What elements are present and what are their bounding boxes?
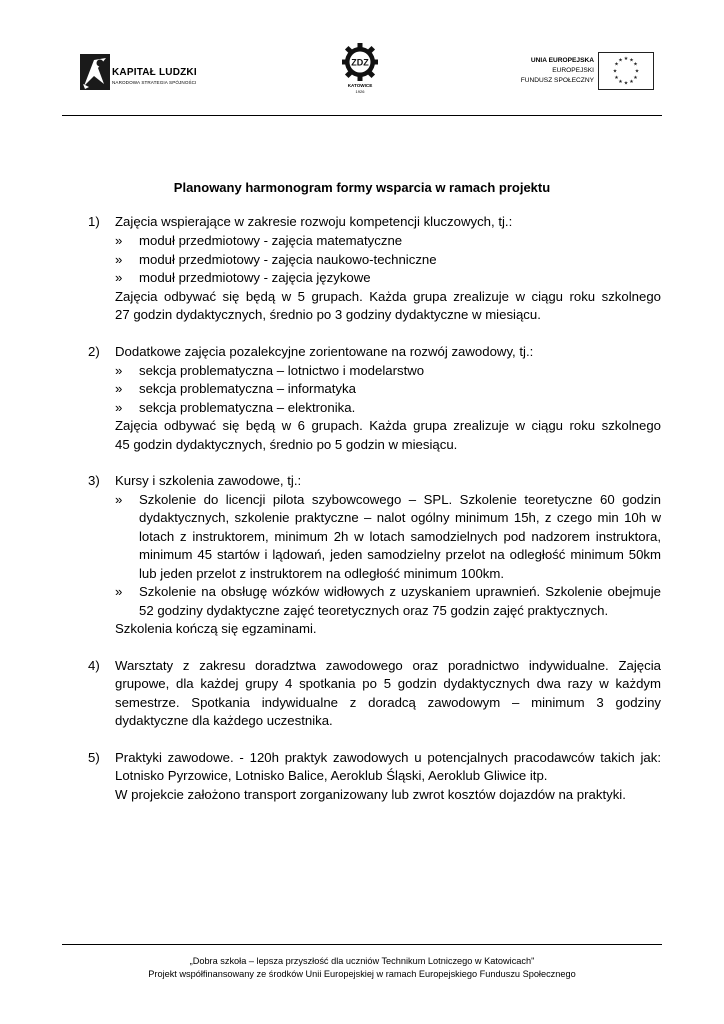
bullet-glyph: » (115, 252, 123, 267)
section-1-lead: Zajęcia wspierające w zakresie rozwoju kompetencji kluczowych, tj.: (115, 214, 513, 229)
section-1-bullet: moduł przedmiotowy - zajęcia naukowo-techniczne (139, 252, 437, 267)
section-3-bullet1-line: dydaktycznych, szkolenie praktyczne – nalot ogólny minimum 15h, z czego min 10h w (139, 510, 661, 525)
header-divider (62, 115, 662, 116)
eu-flag-icon (598, 52, 654, 90)
bullet-glyph: » (115, 270, 123, 285)
bullet-glyph: » (115, 233, 123, 248)
svg-text:★: ★ (629, 57, 634, 64)
kapital-ludzki-subtitle: NARODOWA STRATEGIA SPÓJNOŚCI (112, 80, 197, 85)
bullet-glyph: » (115, 400, 123, 415)
footer-divider (62, 944, 662, 945)
section-1-number: 1) (88, 214, 100, 229)
bullet-glyph: » (115, 584, 123, 599)
bullet-glyph: » (115, 492, 123, 507)
page-header (0, 0, 724, 118)
eu-line2: EUROPEJSKI (552, 67, 594, 74)
zdz-year-label: 1926 (355, 89, 365, 94)
section-2-paragraph-line: 45 godzin dydaktycznych, średnio po 5 godzin w miesiącu. (115, 437, 458, 452)
section-4-line: semestrze. Spotkania indywidualne z doradcą zawodowym – minimum 3 godziny (115, 695, 661, 710)
section-2-lead: Dodatkowe zajęcia pozalekcyjne zorientowane na rozwój zawodowy, tj.: (115, 344, 534, 359)
eu-line3: FUNDUSZ SPOŁECZNY (520, 77, 594, 84)
svg-text:★: ★ (612, 68, 618, 75)
section-4-line: Warsztaty z zakresu doradztwa zawodowego oraz poradnictwo indywidualne. Zajęcia (115, 658, 661, 673)
svg-text:★: ★ (614, 61, 619, 68)
section-4-number: 4) (88, 658, 100, 673)
gear-emblem-icon (342, 42, 378, 82)
svg-text:★: ★ (618, 57, 623, 64)
footer-funding-note: Projekt współfinansowany ze środków Unii Europejskiej w ramach Europejskiego Funduszu Społecznego (148, 969, 576, 979)
section-2-number: 2) (88, 344, 100, 359)
bullet-glyph: » (115, 363, 123, 378)
section-3-bullet1-line: lotach z instruktorem, minimum 2h w lotach samodzielnych pod nadzorem instruktora, (139, 529, 661, 544)
section-4-line: dydaktyczne dla każdego uczestnika. (115, 713, 333, 728)
section-3-number: 3) (88, 473, 100, 488)
section-1-paragraph-line: 27 godzin dydaktycznych, średnio po 3 godziny dydaktyczne w miesiącu. (115, 307, 541, 322)
section-5-number: 5) (88, 750, 100, 765)
kapital-ludzki-title: KAPITAŁ LUDZKI (112, 67, 197, 78)
svg-text:★: ★ (629, 79, 634, 85)
section-2-paragraph-line: Zajęcia odbywać się będą w 6 grupach. Każda grupa zrealizuje w ciągu roku szkolnego (115, 418, 661, 433)
svg-text:★: ★ (618, 79, 623, 85)
kapital-ludzki-emblem-icon (80, 54, 110, 90)
section-4-line: grupowe, dla każdej grupy 4 spotkania po 5 godzin dydaktycznych dwa razy w każdym (115, 676, 661, 691)
section-2-bullet: sekcja problematyczna – elektronika. (139, 400, 356, 415)
section-3-closing: Szkolenia kończą się egzaminami. (115, 621, 317, 636)
section-2-bullet: sekcja problematyczna – lotnictwo i modelarstwo (139, 363, 425, 378)
section-3-bullet2-line: Szkolenie na obsługę wózków widłowych z uzyskaniem uprawnień. Szkolenie obejmuje (139, 584, 661, 599)
svg-text:★: ★ (633, 75, 638, 81)
section-1-paragraph-line: Zajęcia odbywać się będą w 5 grupach. Każda grupa zrealizuje w ciągu roku szkolnego (115, 289, 661, 304)
section-1-bullet: moduł przedmiotowy - zajęcia językowe (139, 270, 371, 285)
svg-text:★: ★ (623, 56, 629, 62)
eu-title: UNIA EUROPEJSKA (530, 57, 594, 64)
section-3-bullet1-line: Szkolenie do licencji pilota szybowcowego – SPL. Szkolenie teoretyczne 60 godzin (139, 492, 661, 507)
section-5-line: Lotnisko Pyrzowice, Lotnisko Balice, Aeroklub Śląski, Aeroklub Gliwice itp. (115, 768, 548, 783)
section-3-bullet1-line: lub jeden przelot z instruktorem na odległość minimum 100km. (139, 566, 505, 581)
section-3-bullet1-line: minimum 45 startów i lądowań, jeden samodzielny przelot na odległość minimum 50km (139, 547, 661, 562)
section-5-line: W projekcie założono transport zorganizowany lub zwrot kosztów dojazdów na praktyki. (115, 787, 626, 802)
zdz-katowice-logo (336, 42, 384, 100)
section-5-line: Praktyki zawodowe. - 120h praktyk zawodowych u potencjalnych pracodawców takich jak: (115, 750, 661, 765)
svg-text:★: ★ (614, 75, 619, 81)
zdz-mark-text: ZDZ (351, 57, 369, 68)
svg-text:★: ★ (623, 80, 629, 87)
zdz-city-label: KATOWICE (347, 83, 373, 88)
section-2-bullet: sekcja problematyczna – informatyka (139, 381, 356, 396)
footer-project-title: „Dobra szkoła – lepsza przyszłość dla uczniów Technikum Lotniczego w Katowicach" (189, 956, 535, 966)
section-3-lead: Kursy i szkolenia zawodowe, tj.: (115, 473, 302, 488)
kapital-ludzki-logo (74, 40, 208, 112)
bullet-glyph: » (115, 381, 123, 396)
svg-text:★: ★ (634, 68, 640, 75)
svg-text:★: ★ (633, 61, 638, 68)
page-footer (0, 955, 724, 981)
eu-logo (470, 52, 660, 96)
eu-text-block (521, 56, 594, 86)
document-title: Planowany harmonogram formy wsparcia w ramach projektu (173, 180, 551, 195)
section-1-bullet: moduł przedmiotowy - zajęcia matematyczne (139, 233, 403, 248)
section-3-bullet2-line: 52 godziny dydaktyczne zajęć teoretycznych oraz 75 godzin zajęć praktycznych. (139, 603, 609, 618)
